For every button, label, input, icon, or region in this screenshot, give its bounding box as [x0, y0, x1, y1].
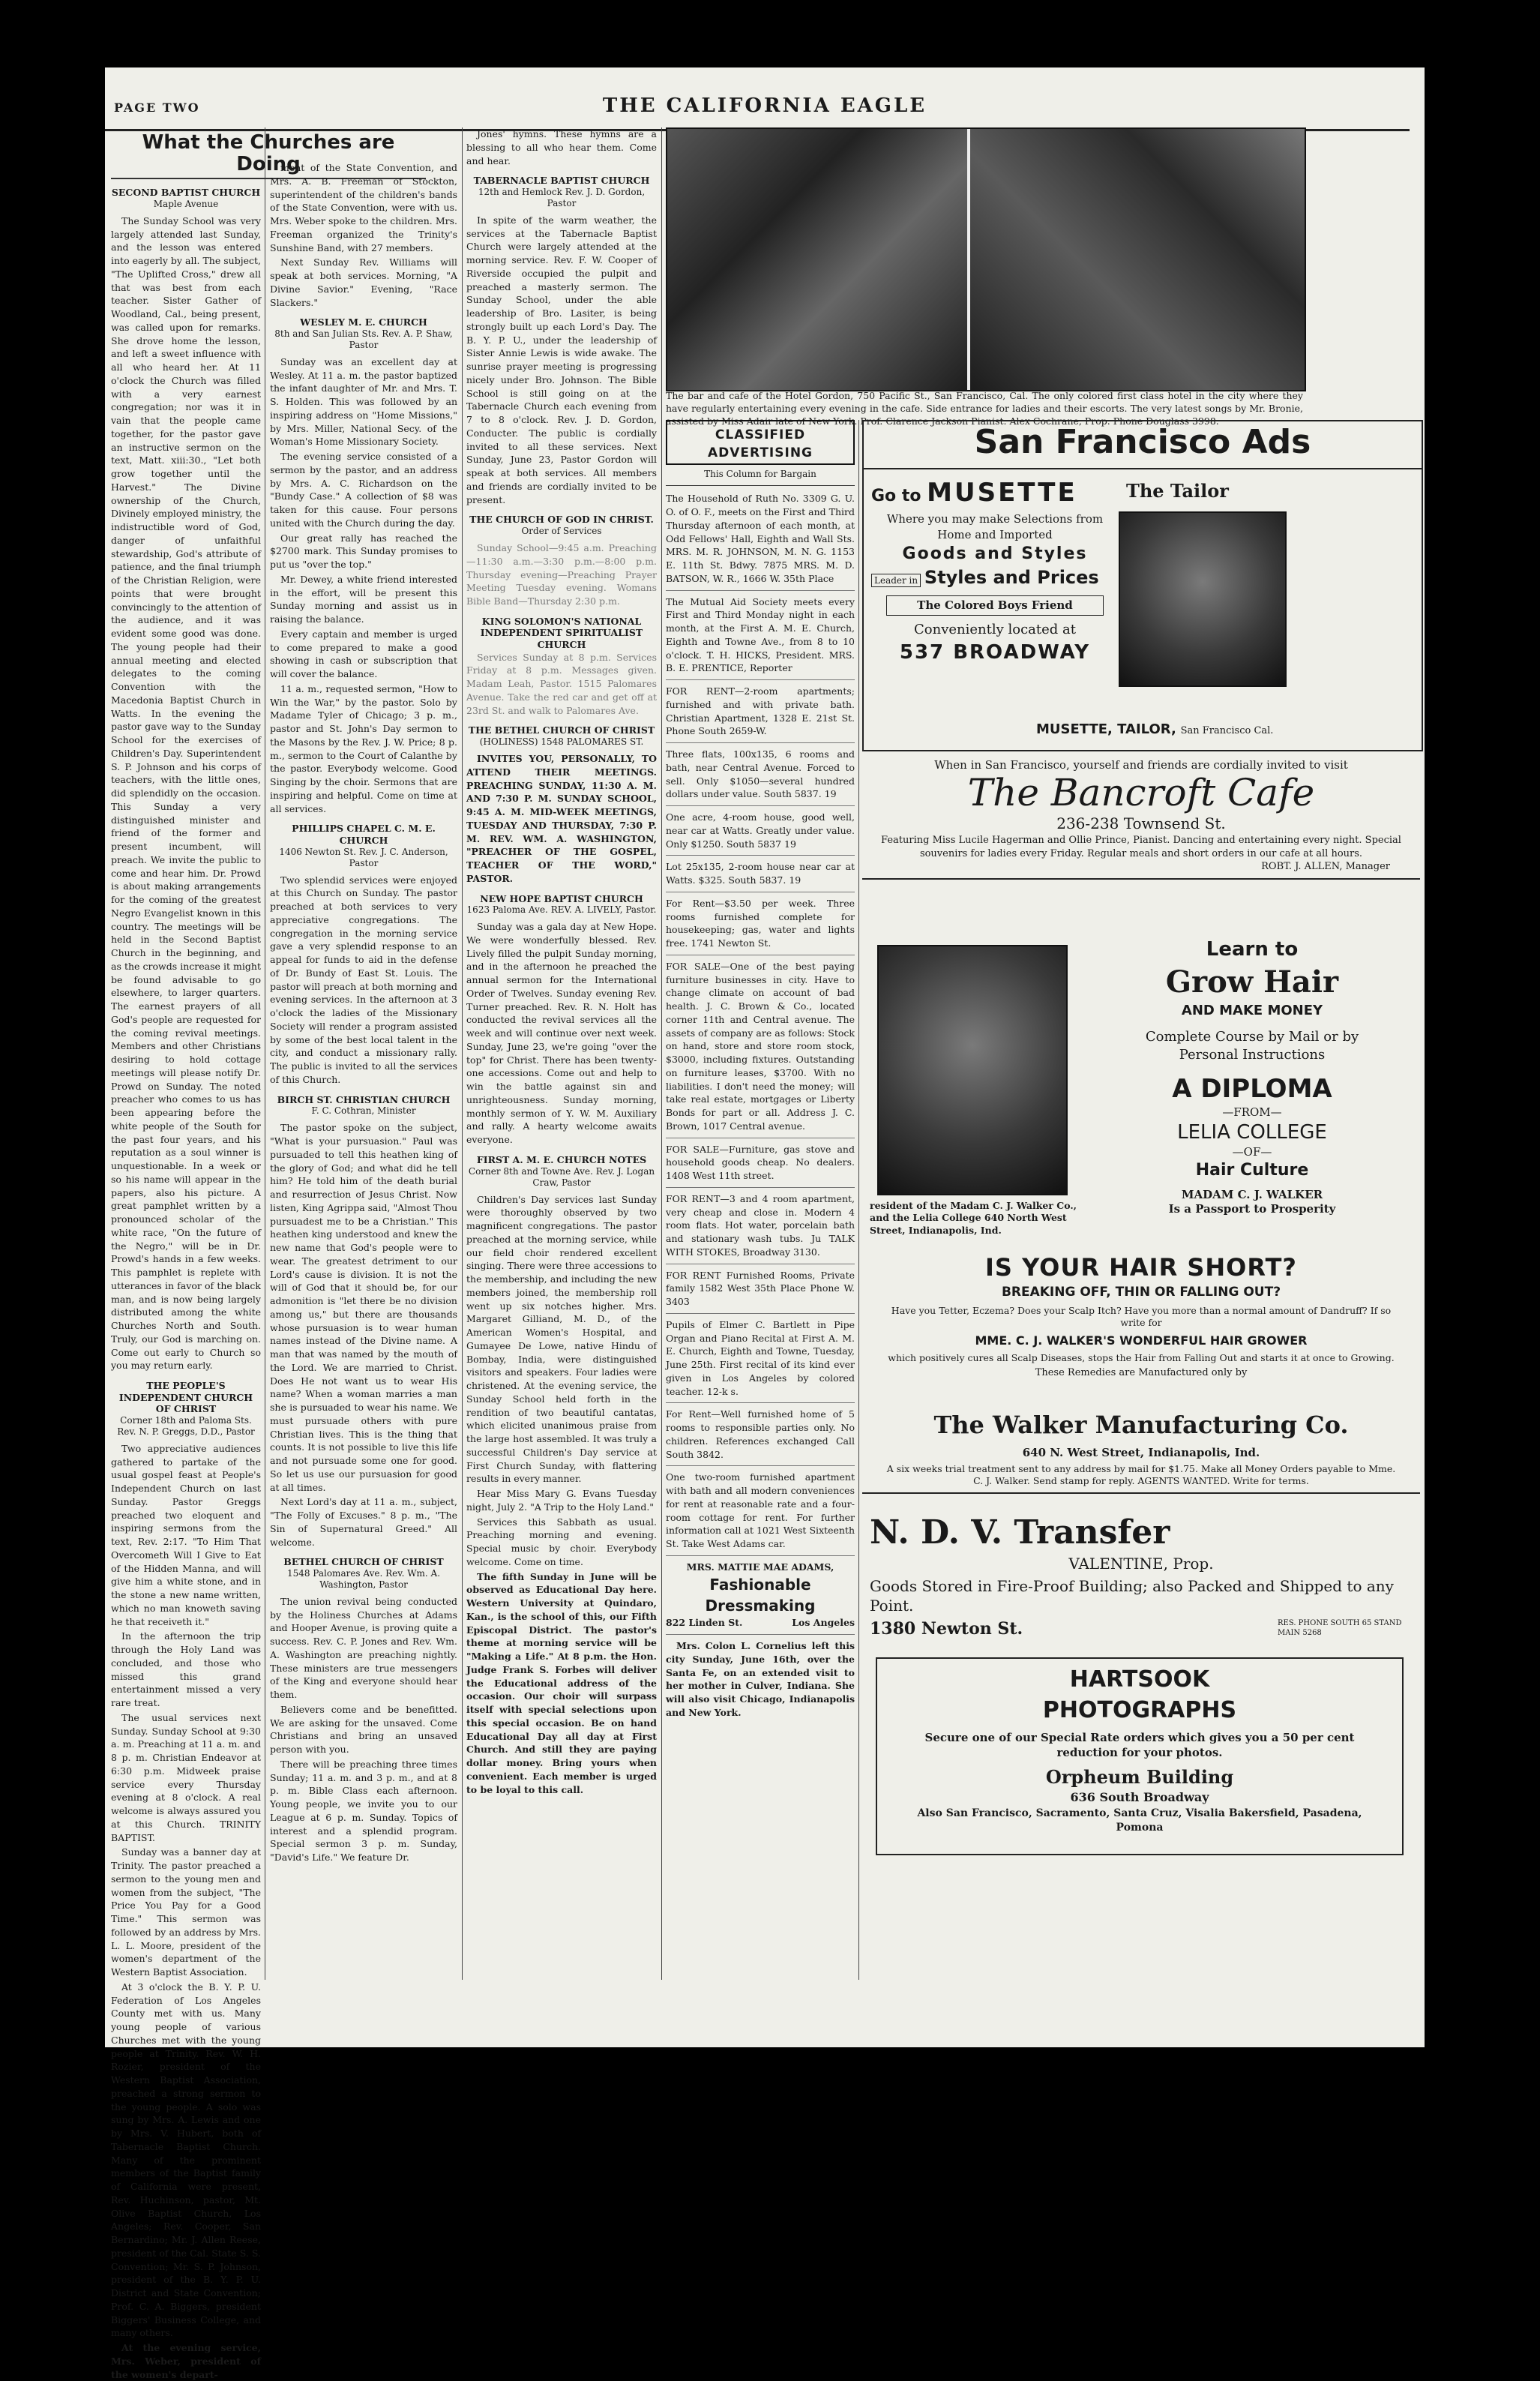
musette-styles: Styles and Prices [924, 567, 1099, 589]
hartsook-photos: PHOTOGRAPHS [1042, 1696, 1237, 1723]
musette-signature-row [1036, 721, 1273, 737]
classified-list [666, 492, 855, 1556]
walker-grow: Grow Hair [1165, 964, 1339, 1000]
church-name: FIRST A. M. E. CHURCH NOTES [476, 1153, 647, 1165]
classified-ad: For Rent—Well furnished home of 5 rooms to responsible parties only. No children. References exchanged Call South 3842. [666, 1408, 855, 1466]
walker-address: 640 N. West Street, Indianapolis, Ind. [1022, 1445, 1260, 1459]
walker-company-box [862, 1410, 1420, 1498]
bancroft-manager: ROBT. J. ALLEN, Manager [1261, 861, 1390, 873]
church-sub: 8th and San Julian Sts. Rev. A. P. Shaw, Pastor [274, 328, 453, 350]
musette-tailor-label: The Tailor [1126, 480, 1229, 502]
church-sub: 12th and Hemlock Rev. J. D. Gordon, Pastor [478, 186, 646, 208]
bancroft-name: The Bancroft Cafe [967, 771, 1315, 815]
hartsook-name: HARTSOOK [1069, 1666, 1210, 1693]
musette-friend: The Colored Boys Friend [886, 595, 1104, 616]
transfer-name: N. D. V. Transfer [870, 1513, 1170, 1552]
transfer-prop: VALENTINE, Prop. [1068, 1555, 1214, 1573]
church-name: THE BETHEL CHURCH OF CHRIST [468, 724, 655, 736]
article-text: Every captain and member is urged to come prepared to make a good showing in cash or subscription that will cover the balance. [270, 628, 457, 680]
article-text: 11 a. m., requested sermon, "How to Win the War," by the pastor. Solo by Madame Tyler of Chicago; 3 p. m., pastor and St. John's Day sermon to the Masons by the Rev. J. W. Price; 8 p. m., sermon to the Court of Calanthe by the pastor. Everybody welcome. Good Singing by the choir. Sermons that are inspiring and helpful. Come on time at all services. [270, 682, 457, 814]
walker-learn: Learn to [1206, 938, 1299, 961]
dressmaking-line-2: Dressmaking [705, 1596, 816, 1615]
article-text: Two appreciative audiences gathered to partake of the usual gospel feast at People's Independent Church on last Sunday. Pastor Greggs preached two eloquent and inspiring sermons from the text, Rev. 2:17. "To Him That Overcometh Will I Give to Eat of the Hidden Manna, and will give him a white stone, and in the stone a new name written, which no man knoweth saving he that receiveth it." [111, 1442, 261, 1627]
musette-leader: Leader in [871, 574, 921, 587]
church-name: WESLEY M. E. CHURCH [300, 316, 427, 328]
hartsook-address: 636 South Broadway [1070, 1789, 1209, 1804]
photo-left-panel [667, 129, 967, 390]
newspaper-title: THE CALIFORNIA EAGLE [602, 94, 927, 117]
bancroft-address: 236-238 Townsend St. [1056, 814, 1226, 833]
musette-city: San Francisco Cal. [1180, 725, 1274, 736]
walker-diploma: A DIPLOMA [1172, 1073, 1332, 1104]
sf-ads-title: San Francisco Ads [974, 423, 1311, 461]
bancroft-ad [862, 757, 1420, 884]
article-text: Believers come and be benefitted. We are asking for the unsaved. Come Christians and bring an unsaved person with you. [270, 1703, 457, 1756]
hartsook-offer: Secure one of our Special Rate orders which gives you a 50 per cent reduction for your photos. [924, 1731, 1355, 1760]
column-3 [466, 127, 657, 1980]
article-text: The fifth Sunday in June will be observed as Educational Day here. Western University at Quindaro, Kan., is the school of this, our Fifth Episcopal District. The pastor's theme at morning service will be "Making a Life." At 8 p.m. the Hon. Judge Frank S. Forbes will deliver the Educational address of the occasion. Our choir will surpass itself with special selections upon this special occasion. Be on hand Educational Day all day at First Church. And still they are paying dollar money. Bring yours when convenient. Each member is urged to be loyal to this call. [466, 1570, 657, 1795]
musette-signature: MUSETTE, TAILOR, [1036, 721, 1176, 737]
hotel-gordon-photo [666, 127, 1306, 391]
classified-ad: Pupils of Elmer C. Bartlett in Pipe Organ and Piano Recital at First A. M. E. Church, Eighth and Towne, Tuesday, June 25th. First recital of its kind ever given in Los Angeles by colored teacher. 12-k s. [666, 1318, 855, 1404]
article-text: At 3 o'clock the B. Y. P. U. Federation of Los Angeles County met with us. Many young people of various Churches met with the young people at Trinity. Rev. W. H. Rozier, president of the Western Baptist Association, preached a strong sermon to the young people. A solo was sung by Mrs. A. Lewis and one by Mrs. V. Hubert, both of Tabernacle Baptist Church. Many of the prominent members of the Baptist family of California were present, Rev. Huchinson, pastor, Mt. Olive Baptist Church, Los Angeles; Rev. Cooper, San Bernardino; Mr. J. Allen Reese, president of the Cal. State S. S. Convention; Mr. S. P. Johnson, president of the B. Y. P. U. District and State Convention; Prof. C. A. Biggers, president Biggers' Business College, and many others. [111, 1981, 261, 2339]
musette-leader-row [871, 565, 1119, 591]
dressmaking-city: Los Angeles [792, 1617, 855, 1629]
photo-caption: The bar and cafe of the Hotel Gordon, 750 Pacific St., San Francisco, Cal. The only colored first class hotel in the city where they have regularly entertaining every evening in the cafe. Side entrance for ladies and their escorts. The very latest songs by Mr. Bronie, assisted by Miss Adair late of New York. Prof. Clarence Jackson Pianist. Alex Cochrane, Prop. Phone Douglass 3998. [666, 390, 1303, 427]
church-sub: 1623 Paloma Ave. REV. A. LIVELY, Pastor. [466, 904, 657, 916]
church-name: THE PEOPLE'S INDEPENDENT CHURCH OF CHRIST [118, 1380, 253, 1415]
classified-ad: FOR SALE—One of the best paying furniture businesses in city. Have to change climate on account of bad health. J. C. Brown & Co., located corner 11th and Central avenue. The assets of company are as follows: Stock on hand, store and store room stock, $3000, including fixtures. Outstanding on furniture leases, $3700. With no liabilities. I don't need the money; will take real estate, mortgages or Liberty Bonds for part or all. Address J. C. Brown, 1017 Central avenue. [666, 960, 855, 1138]
article-text: In spite of the warm weather, the services at the Tabernacle Baptist Church were largely attended at the morning service. Rev. F. W. Cooper of Riverside occupied the pulpit and preached a masterly sermon. The Sunday School, under the able leadership of Bro. Lasiter, is being strongly built up each Lord's Day. The B. Y. P. U., under the leadership of Sister Annie Lewis is wide awake. The sunrise prayer meeting is progressing nicely under Bro. Johnson. The Bible School is still going on at the Tabernacle Church each evening from 7 to 8 o'clock. Rev. J. D. Gordon, Conducter. The public is cordially invited to all these services. Next Sunday, June 23, Pastor Gordon will speak at both services. All members and friends are cordially invited to be present. [466, 214, 657, 505]
classified-ad: For Rent—$3.50 per week. Three rooms furnished complete for housekeeping; gas, water and lights free. 1741 Newton St. [666, 897, 855, 955]
classified-ad: Lot 25x135, 2-room house near car at Watts. $325. South 5837. 19 [666, 860, 855, 892]
walker-remedies: These Remedies are Manufactured only by [1035, 1367, 1248, 1379]
classified-ad: One acre, 4-room house, good well, near car at Watts. Greatly under value. Only $1250. South 5837 19 [666, 811, 855, 856]
walker-course: Complete Course by Mail or by Personal Instructions [1145, 1029, 1359, 1063]
hartsook-building: Orpheum Building [1045, 1765, 1234, 1788]
classified-ad: One two-room furnished apartment with bath and all modern conveniences for rent at reasonable rate and a four-room cottage for rent. For further information call at 1021 West Sixteenth St. Take West Adams car. [666, 1471, 855, 1556]
article-text: Sunday was a banner day at Trinity. The pastor preached a sermon to the young men and women from the subject, "The Price You Pay for a Good Time." This sermon was followed by an address by Mrs. L. L. Moore, president of the women's department of the Western Baptist Association. [111, 1846, 261, 1978]
church-sub: Corner 8th and Towne Ave. Rev. J. Logan Craw, Pastor [468, 1165, 655, 1188]
bancroft-intro: When in San Francisco, yourself and friends are cordially invited to visit [934, 758, 1348, 772]
article-text: The Sunday School was very largely attended last Sunday, and the lesson was entered into eagerly by all. The subject, "The Uplifted Cross," drew all that was best from each teacher. Sister Gather of Woodland, Cal., being present, was called upon for remarks. She drove home the lesson, and left a sweet influence with all who heard her. At 11 o'clock the Church was filled with a very earnest congregation; nor was it in vain that the people came together, for the pastor gave an instructive sermon on the text, Matt. xiii:30., "Let both grow together until the Harvest." The Divine ownership of the Church, Divinely employed ministry, the indistructible word of God, danger of unfaithful stewardship, God's attribute of patience, and the final triumph of the Christian Religion, were points that were brought convincingly to the attention of the audience, and it was evident some good was done. The young people had their annual meeting and elected delegates to the coming Convention with the Macedonia Baptist Church in Watts. In the evening the pastor gave way to the Sunday School for the exercises of Children's Day. Superintendent S. P. Johnson and his corps of teachers, with the little ones, did splendidly on the occasion. This Sunday a very distinguished minister and friend of the former and present incumbent, will preach. We invite the public to come and hear him. Dr. Prowd is about making arrangements for the coming of the greatest Negro Evangelist known in this country. The meetings will be held in the Second Baptist Church in the beginning, and as the crowds increase it might be found advisable to go elsewhere, to larger quarters. The earnest prayers of all God's people are requested for the coming revival meetings. Members and other Christians desiring to hold cottage meetings will please notify Dr. Prowd on Sunday. The noted preacher who comes to us has been appearing before the white people of the South for the past four years, and his reputation as a soul winner is unquestionable. In a week or so his name will appear in the papers, also his picture. A great pamphlet written by a pronounced scholar of the white race, "On the future of the Negro," will be in Dr. Prowd's hands in a few weeks. This pamphlet is replete with utterances in favor of the black man, and is now being largely distributed among the white Churches North and South. Truly, our God is marching on. Come out early to Church so you may return early. [111, 214, 261, 1372]
dressmaker-name: MRS. MATTIE MAE ADAMS, [686, 1561, 834, 1573]
article-text: The union revival being conducted by the Holiness Churches at Adams and Hooper Avenue, is proving quite a success. Rev. C. P. Jones and Rev. Wm. A. Washington are preaching nightly. These ministers are true messengers of the King and everyone should hear them. [270, 1595, 457, 1701]
church-name: SECOND BAPTIST CHURCH [111, 187, 261, 199]
walker-breaking: BREAKING OFF, THIN OR FALLING OUT? [1001, 1284, 1281, 1300]
transfer-description: Goods Stored in Fire-Proof Building; also Packed and Shipped to any Point. [870, 1577, 1394, 1615]
masthead [105, 82, 1425, 127]
sf-ads-column [862, 420, 1423, 1980]
walker-grower: MME. C. J. WALKER'S WONDERFUL HAIR GROWER [975, 1333, 1308, 1348]
church-sub: Corner 18th and Paloma Sts. Rev. N. P. Greggs, D.D., Pastor [117, 1414, 255, 1437]
transfer-phone: RES. PHONE SOUTH 65 STAND MAIN 5268 [1278, 1619, 1402, 1638]
article-text: Two splendid services were enjoyed at this Church on Sunday. The pastor preached at both services to very appreciative congregations. The congregation in the morning service gave a very splendid response to an appeal for funds to aid in the defense of Dr. Bundy of East St. Louis. The pastor will preach at both morning and evening services. In the afternoon at 3 o'clock the ladies of the Missionary Society will render a program assisted by some of the best local talent in the city, and conduct a missionary rally. The public is invited to all the services of this Church. [270, 874, 457, 1085]
walker-madam: MADAM C. J. WALKER [1181, 1187, 1323, 1201]
bancroft-description: Featuring Miss Lucile Hagerman and Ollie Prince, Pianist. Dancing and entertaining every night. Special souvenirs for ladies every Friday. Regular meals and short orders in our cafe at all hours. [881, 835, 1401, 859]
musette-name: MUSETTE [927, 478, 1077, 508]
walker-lelia: LELIA COLLEGE [1177, 1120, 1327, 1144]
musette-goods: Goods and Styles [902, 544, 1088, 563]
walker-money: AND MAKE MONEY [1181, 1002, 1323, 1018]
church-sub: 1406 Newton St. Rev. J. C. Anderson, Pastor [279, 846, 448, 868]
article-text: INVITES YOU, PERSONALLY, TO ATTEND THEIR MEETINGS. PREACHING SUNDAY, 11:30 A. M. AND 7:30 P. M. SUNDAY SCHOOL, 9:45 A. M. MID-WEEK MEETINGS, TUESDAY AND THURSDAY, 7:30 P. M. REV. WM. A. WASHINGTON, "PREACHER OF THE GOSPEL, TEACHER OF THE WORD," PASTOR. [466, 753, 657, 884]
church-sub: Maple Avenue [153, 198, 219, 209]
church-sub: 1548 Palomares Ave. Rev. Wm. A. Washington, Pastor [286, 1567, 441, 1590]
walker-portrait [877, 945, 1068, 1195]
article-text: Hear Miss Mary G. Evans Tuesday night, July 2. "A Trip to the Holy Land." [466, 1488, 657, 1513]
article-text: The pastor spoke on the subject, "What is your pursuasion." Paul was pursuaded to tell this heathen king of the glory of God; and what did he tell him? He told him of the death burial and resurrection of Jesus Christ. Now listen, King Agrippa said, "Almost Thou pursuadest me to be a Christian." This heathen king understood and knew the new name that God's people were to wear. The greatest detriment to our Lord's cause is division. It is not the will of God that it should be, for our admonition is "let there be no division among us," but there are thousands whose pursuasion is to wear human names instead of the Divine name. A man that was named by the mouth of the Lord. We are married to Christ. Does He not want us to wear His name? When a woman marries a man she is pursuaded to wear his name. We must pursuade others with pure Christian lives. This is the thing that counts. It is not possible to live this life and not pursuade some one for good. So let us use our pursuasion for good at all times. [270, 1122, 457, 1493]
walker-ad [862, 937, 1420, 1417]
article-text: The usual services next Sunday. Sunday School at 9:30 a. m. Preaching at 11 a. m. and 8 p. m. Christian Endeavor at 6:30 p.m. Midweek praise service every Thursday evening at 8 o'clock. A real welcome is always assured you at this Church. TRINITY BAPTIST. [111, 1711, 261, 1843]
transfer-row [862, 1618, 1420, 1640]
walker-tetter: Have you Tetter, Eczema? Does your Scalp Itch? Have you more than a normal amount of Dandruff? If so write for [891, 1304, 1392, 1328]
column-rule [462, 127, 463, 1980]
article-text: Services this Sabbath as usual. Preaching morning and evening. Special music by choir. Everybody welcome. Come on time. [466, 1516, 657, 1567]
article-text: Mr. Dewey, a white friend interested in the effort, will be present this Sunday morning and assist us in raising the balance. [270, 573, 457, 625]
dressmaking-ad [666, 1561, 855, 1635]
church-name: BIRCH ST. CHRISTIAN CHURCH [277, 1093, 451, 1105]
walker-from: —FROM— [1222, 1105, 1282, 1120]
musette-where: Where you may make Selections from Home and Imported [886, 511, 1104, 541]
churches-heading: What the Churches are Doing [111, 132, 426, 179]
musette-ad [871, 475, 1119, 667]
cornelius-notice: Mrs. Colon L. Cornelius left this city Sunday, June 16th, over the Santa Fe, on an extended visit to her mother in Culver, Indiana. She will also visit Chicago, Indianapolis and New York. [666, 1640, 855, 1718]
column-rule [858, 420, 859, 1980]
church-sub: (HOLINESS) 1548 PALOMARES ST. [479, 736, 644, 747]
walker-company: The Walker Manufacturing Co. [933, 1411, 1349, 1439]
transfer-ad [862, 1511, 1420, 1640]
walker-course-box [1087, 937, 1417, 1217]
article-text: Next Sunday Rev. Williams will speak at both services. Morning, "A Divine Savior." Evening, "Race Slackers." [270, 256, 457, 308]
dressmaking-line-1: Fashionable [709, 1575, 811, 1594]
walker-grower-box [862, 1252, 1420, 1380]
hartsook-ad [876, 1657, 1404, 1855]
newspaper-page [105, 67, 1425, 2380]
article-text: Jones' hymns. These hymns are a blessing to all who hear them. Come and hear. [466, 128, 657, 166]
walker-caption: resident of the Madam C. J. Walker Co., and the Lelia College 640 North West Street, Indianapolis, Ind. [870, 1200, 1077, 1236]
musette-portrait [1119, 511, 1287, 687]
church-name: PHILLIPS CHAPEL C. M. E. CHURCH [292, 823, 436, 846]
musette-go-to: Go to [871, 487, 921, 505]
article-text: Sunday was an excellent day at Wesley. At 11 a. m. the pastor baptized the infant daughter of Mr. and Mrs. T. S. Holden. This was followed by an inspiring address on "Home Missions," by Mrs. Miller, National Secy. of the Woman's Home Missionary Society. [270, 355, 457, 448]
article-text: Next Lord's day at 11 a. m., subject, "The Folly of Excuses." 8 p. m., "The Sin of Supernatural Greed." All welcome. [270, 1496, 457, 1548]
church-name: THE CHURCH OF GOD IN CHRIST. [469, 514, 654, 526]
musette-located: Conveniently located at [914, 621, 1076, 637]
article-text: Sunday was a gala day at New Hope. We were wonderfully blessed. Rev. Lively filled the pulpit Sunday morning, and in the afternoon he preached the annual sermon for the International Order of Twelves. Sunday evening Rev. Turner preached. Rev. R. N. Holt has conducted the revival services all the week and will continue over next week. Sunday, June 23, we're going "over the top" for Christ. There has been twenty-one accessions. Come out and help to win the battle against sin and unrighteousness. Sunday morning, monthly sermon of Y. W. M. Auxiliary and rally. A hearty welcome awaits everyone. [466, 921, 657, 1146]
article-text: At the evening service, Mrs. Weber, president of the women's depart- [111, 2342, 261, 2380]
article-text: ment of the State Convention, and Mrs. A. B. Freeman of Stockton, superintendent of the children's bands of the State Convention, were with us. Mrs. Weber spoke to the children. Mrs. Freeman organized the Trinity's Sunshine Band, with 27 members. [270, 162, 457, 253]
walker-culture: Hair Culture [1195, 1160, 1309, 1180]
classified-ad: FOR RENT Furnished Rooms, Private family 1582 West 35th Place Phone W. 3403 [666, 1269, 855, 1314]
hartsook-cities: Also San Francisco, Sacramento, Santa Cruz, Visalia Bakersfield, Pasadena, Pomona [917, 1807, 1362, 1834]
walker-passport: Is a Passport to Prosperity [1168, 1202, 1336, 1216]
musette-address: 537 BROADWAY [899, 641, 1091, 664]
classified-ad: The Household of Ruth No. 3309 G. U. O. of O. F., meets on the First and Third Thursday afternoon of each month, at Odd Fellows' Hall, Eighth and Wall Sts. MRS. M. R. JOHNSON, M. N. G. 1153 E. 11th St. Bdwy. 7875 MRS. M. D. BATSON, W. R., 1666 W. 35th Place [666, 492, 855, 590]
bancroft-rule [862, 878, 1420, 880]
article-text: Children's Day services last Sunday were thoroughly observed by two magnificent congregations. The pastor preached at the morning service, while our field choir rendered excellent singing. There were three accessions to the membership, and including the new members joined, the membership roll went up six notches higher. Mrs. Margaret Gilliand, M. D., of the American Women's Hospital, and Gumayee De Lowe, native Hindu of Bombay, India, were distinguished visitors and speakers. Four ladies were christened. At the evening service, the Sunday School held forth in the rendition of two beautiful cantatas, which elicited unanimous praise from the large host assembled. It was truly a successful Children's Day service at First Church Sunday, with flattering results in every manner. [466, 1193, 657, 1485]
article-text: Sunday School—9:45 a.m. Preaching—11:30 a.m.—3:30 p.m.—8:00 p.m. Thursday evening—Preaching Prayer Meeting Tuesday evening. Womans Bible Band—Thursday 2:30 p.m. [466, 542, 657, 607]
church-name: TABERNACLE BAPTIST CHURCH [473, 175, 650, 187]
walker-rule [862, 1492, 1420, 1494]
sf-ads-rule [864, 468, 1422, 469]
article-text: There will be preaching three times Sunday; 11 a. m. and 3 p. m., and at 8 p. m. Bible Class each afternoon. Young people, we invite you to our League at 6 p. m. Sunday. Topics of interest and a splendid program. Special sermon 3 p. m. Sunday, "David's Life." We feature Dr. [270, 1758, 457, 1864]
article-text: In the afternoon the trip through the Holy Land was concluded, and those who missed this grand entertainment missed a very rare treat. [111, 1630, 261, 1709]
article-text: The evening service consisted of a sermon by the pastor, and an address by Mrs. A. C. Richardson on the "Bundy Case." A collection of $8 was taken for this cause. Four persons united with the Church during the day. [270, 451, 457, 529]
classified-subheading: This Column for Bargain [666, 468, 855, 486]
church-sub: F. C. Cothran, Minister [311, 1105, 416, 1117]
church-sub: Order of Services [521, 526, 602, 536]
column-2 [270, 161, 457, 1980]
walker-short: IS YOUR HAIR SHORT? [985, 1253, 1297, 1282]
church-name: NEW HOPE BAPTIST CHURCH [480, 892, 643, 904]
classified-column [666, 420, 855, 1980]
classified-ad: FOR RENT—3 and 4 room apartment, very cheap and close in. Modern 4 room flats. Hot water, porcelain bath and stationary wash tubs. Ju TALK WITH STOKES, Broadway 3130. [666, 1192, 855, 1264]
walker-cures: which positively cures all Scalp Diseases, stops the Hair from Falling Out and starts it at once to Growing. [888, 1351, 1395, 1363]
article-text: Services Sunday at 8 p.m. Services Friday at 8 p.m. Messages given. Madam Leah, Pastor. 1515 Palomares Avenue. Take the red car and get off at 23rd St. and walk to Palomares Ave. [466, 651, 657, 716]
classified-ad: The Mutual Aid Society meets every First and Third Monday night in each month, at the First A. M. E. Church, Eighth and Towne Ave., from 8 to 10 o'clock. T. H. HICKS, President. MRS. B. E. PRENTICE, Reporter [666, 595, 855, 681]
transfer-address: 1380 Newton St. [870, 1619, 1023, 1639]
classified-ad: Three flats, 100x135, 6 rooms and bath, near Central Avenue. Forced to sell. Only $1050—several hundred dollars under value. South 5837. 19 [666, 748, 855, 806]
church-name: KING SOLOMON'S NATIONAL INDEPENDENT SPIRITUALIST CHURCH [480, 615, 643, 650]
walker-of: —OF— [1232, 1145, 1272, 1159]
dressmaking-address-row [666, 1616, 855, 1630]
page-label: PAGE TWO [114, 100, 200, 115]
church-name: BETHEL CHURCH OF CHRIST [283, 1556, 444, 1568]
musette-header [871, 475, 1119, 511]
article-text: Our great rally has reached the $2700 mark. This Sunday promises to put us "over the top." [270, 532, 457, 571]
column-rule [661, 127, 662, 1980]
walker-offer: A six weeks trial treatment sent to any address by mail for $1.75. Make all Money Orders payable to Mme. C. J. Walker. Send stamp for reply. AGENTS WANTED. Write for terms. [886, 1463, 1396, 1487]
sf-ads-box [862, 420, 1423, 751]
photo-right-panel [970, 129, 1305, 390]
classified-ad: FOR RENT—2-room apartments; furnished and with private bath. Christian Apartment, 1328 E. 21st St. Phone South 2659-W. [666, 685, 855, 743]
classified-ad: FOR SALE—Furniture, gas stove and household goods cheap. No dealers. 1408 West 11th street. [666, 1143, 855, 1188]
dressmaking-address: 822 Linden St. [666, 1617, 743, 1629]
classified-heading: CLASSIFIED ADVERTISING [666, 420, 855, 465]
